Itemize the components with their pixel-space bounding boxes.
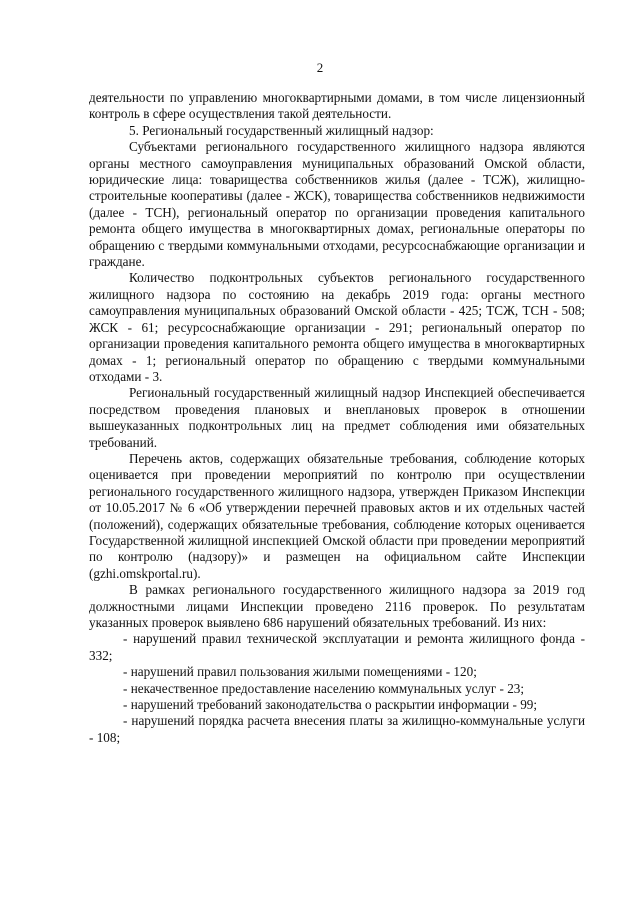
list-item: - некачественное предоставление населению коммунальных услуг - 23;: [123, 680, 525, 696]
list-item: - нарушений правил технической эксплуатации и ремонта жилищного фонда - 332;: [89, 631, 585, 663]
paragraph: Количество подконтрольных субъектов регионального государственного жилищного надзора по состоянию на декабрь 2019 года: органы местного самоуправления муниципальных образований Омской области - 425; ТСЖ, ТСН - 508; ЖСК - 61; ресурсоснабжающие организации - 291; региональный оператор по организации проведения капитального ремонта общего имущества в многоквартирных домах - 1; региональный оператор по обращению с твердыми коммунальными отходами - 3.: [89, 270, 585, 384]
list-item: - нарушений правил пользования жилыми помещениями - 120;: [123, 664, 477, 680]
paragraph: Субъектами регионального государственного жилищного надзора являются органы местного самоуправления муниципальных образований Омской области, юридические лица: товарищества собственников жилья (далее - ТСЖ), жилищно-строительные кооперативы (далее - ЖСК), товарищества собственников недвижимости (далее - ТСН), региональный оператор по организации проведения капитального ремонта общего имущества в многоквартирных домах, региональные операторы по обращению с твердыми коммунальными отходами, ресурсоснабжающие организации и граждане.: [89, 139, 585, 270]
paragraph: В рамках регионального государственного жилищного надзора за 2019 год должностными лицами Инспекции проведено 2116 проверок. По результатам указанных проверок выявлено 686 нарушений обязательных требований. Из них:: [89, 582, 585, 630]
paragraph: Региональный государственный жилищный надзор Инспекцией обеспечивается посредством проведения плановых и внеплановых проверок в отношении вышеуказанных подконтрольных лиц на предмет соблюдения ими обязательных требований.: [89, 385, 585, 450]
page-number: 2: [316, 60, 324, 75]
paragraph: деятельности по управлению многоквартирными домами, в том числе лицензионный контроль в сфере осуществления такой деятельности.: [89, 90, 585, 122]
list-item: - нарушений требований законодательства о раскрытии информации - 99;: [123, 697, 538, 713]
list-item: - нарушений порядка расчета внесения платы за жилищно-коммунальные услуги - 108;: [89, 713, 585, 745]
document-body: [89, 90, 585, 746]
section-heading: 5. Региональный государственный жилищный надзор:: [129, 122, 434, 138]
paragraph: Перечень актов, содержащих обязательные требования, соблюдение которых оценивается при проведении мероприятий по контролю при осуществлении регионального государственного жилищного надзора, утвержден Приказом Инспекции от 10.05.2017 № 6 «Об утверждении перечней правовых актов и их отдельных частей (положений), содержащих обязательные требования, соблюдение которых оценивается Государственной жилищной инспекцией Омской области при проведении мероприятий по контролю (надзору)» и размещен на официальном сайте Инспекции (gzhi.omskportal.ru).: [89, 450, 585, 581]
